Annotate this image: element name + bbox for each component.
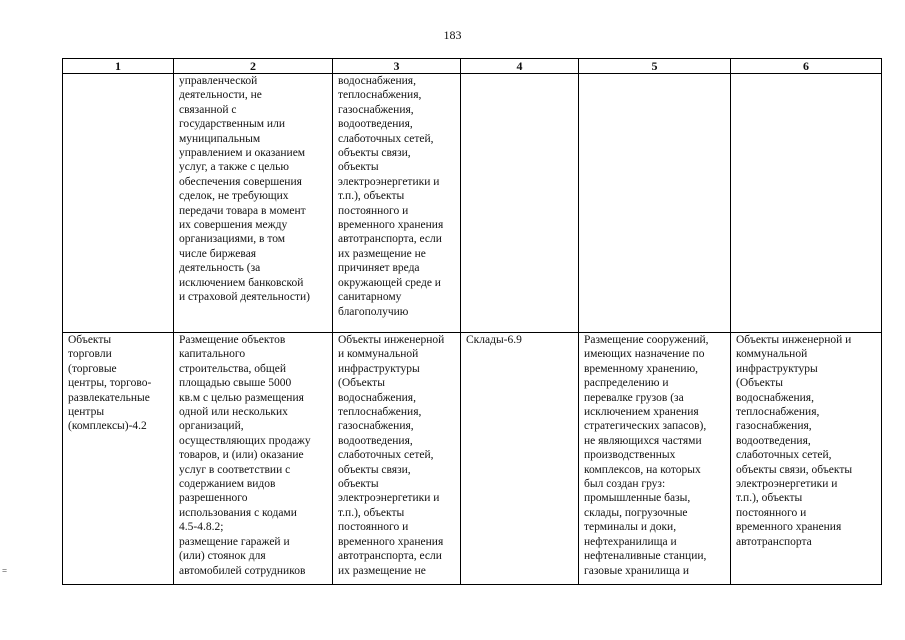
column-header-4: 4 — [461, 59, 579, 74]
column-header-5: 5 — [579, 59, 731, 74]
table-cell: водоснабжения, теплоснабжения, газоснабжения, водоотведения, слаботочных сетей, объекты связи, объекты электроэнергетики и т.п.), объекты постоянного и временного хранения автотранспорта, если их размещение не причиняет вреда окружающей среде и санитарному благополучию — [333, 74, 461, 333]
column-header-6: 6 — [731, 59, 882, 74]
table-cell: Размещение объектов капитального строительства, общей площадью свыше 5000 кв.м с целью размещения одной или нескольких организаций, осуществляющих продажу товаров, и (или) оказание услуг в соответствии с содержанием видов разрешенного использования с кодами 4.5-4.8.2; размещение гаражей и (или) стоянок для автомобилей сотрудников — [174, 333, 333, 585]
regulations-table — [62, 58, 882, 585]
column-header-3: 3 — [333, 59, 461, 74]
page-number: 183 — [443, 28, 462, 42]
table-cell: Склады-6.9 — [461, 333, 579, 585]
column-header-2: 2 — [174, 59, 333, 74]
table-cell — [63, 74, 174, 333]
edge-mark: = — [2, 566, 8, 576]
table-cell: управленческой деятельности, не связанной с государственным или муниципальным управлением и оказанием услуг, а также с целью обеспечения совершения сделок, не требующих передачи товара в момент их совершения между организациями, в том числе биржевая деятельность (за исключением банковской и страховой деятельности) — [174, 74, 333, 333]
table-cell: Объекты торговли (торговые центры, торгово- развлекательные центры (комплексы)-4.2 — [63, 333, 174, 585]
header-row — [63, 59, 882, 74]
table-cell — [731, 74, 882, 333]
table-cell — [579, 74, 731, 333]
table-cell: Объекты инженерной и коммунальной инфраструктуры (Объекты водоснабжения, теплоснабжения, газоснабжения, водоотведения, слаботочных сетей, объекты связи, объекты электроэнергетики и т.п.), объекты постоянного и временного хранения автотранспорта, если их размещение не — [333, 333, 461, 585]
column-header-1: 1 — [63, 59, 174, 74]
table-row — [63, 74, 882, 333]
table-row — [63, 333, 882, 585]
table-cell: Размещение сооружений, имеющих назначение по временному хранению, распределению и перевалке грузов (за исключением хранения стратегических запасов), не являющихся частями производственных комплексов, на которых был создан груз: промышленные базы, склады, погрузочные терминалы и доки, нефтехранилища и нефтеналивные станции, газовые хранилища и — [579, 333, 731, 585]
table-cell: Объекты инженерной и коммунальной инфраструктуры (Объекты водоснабжения, теплоснабжения, газоснабжения, водоотведения, слаботочных сетей, объекты связи, объекты электроэнергетики и т.п.), объекты постоянного и временного хранения автотранспорта — [731, 333, 882, 585]
table-cell — [461, 74, 579, 333]
